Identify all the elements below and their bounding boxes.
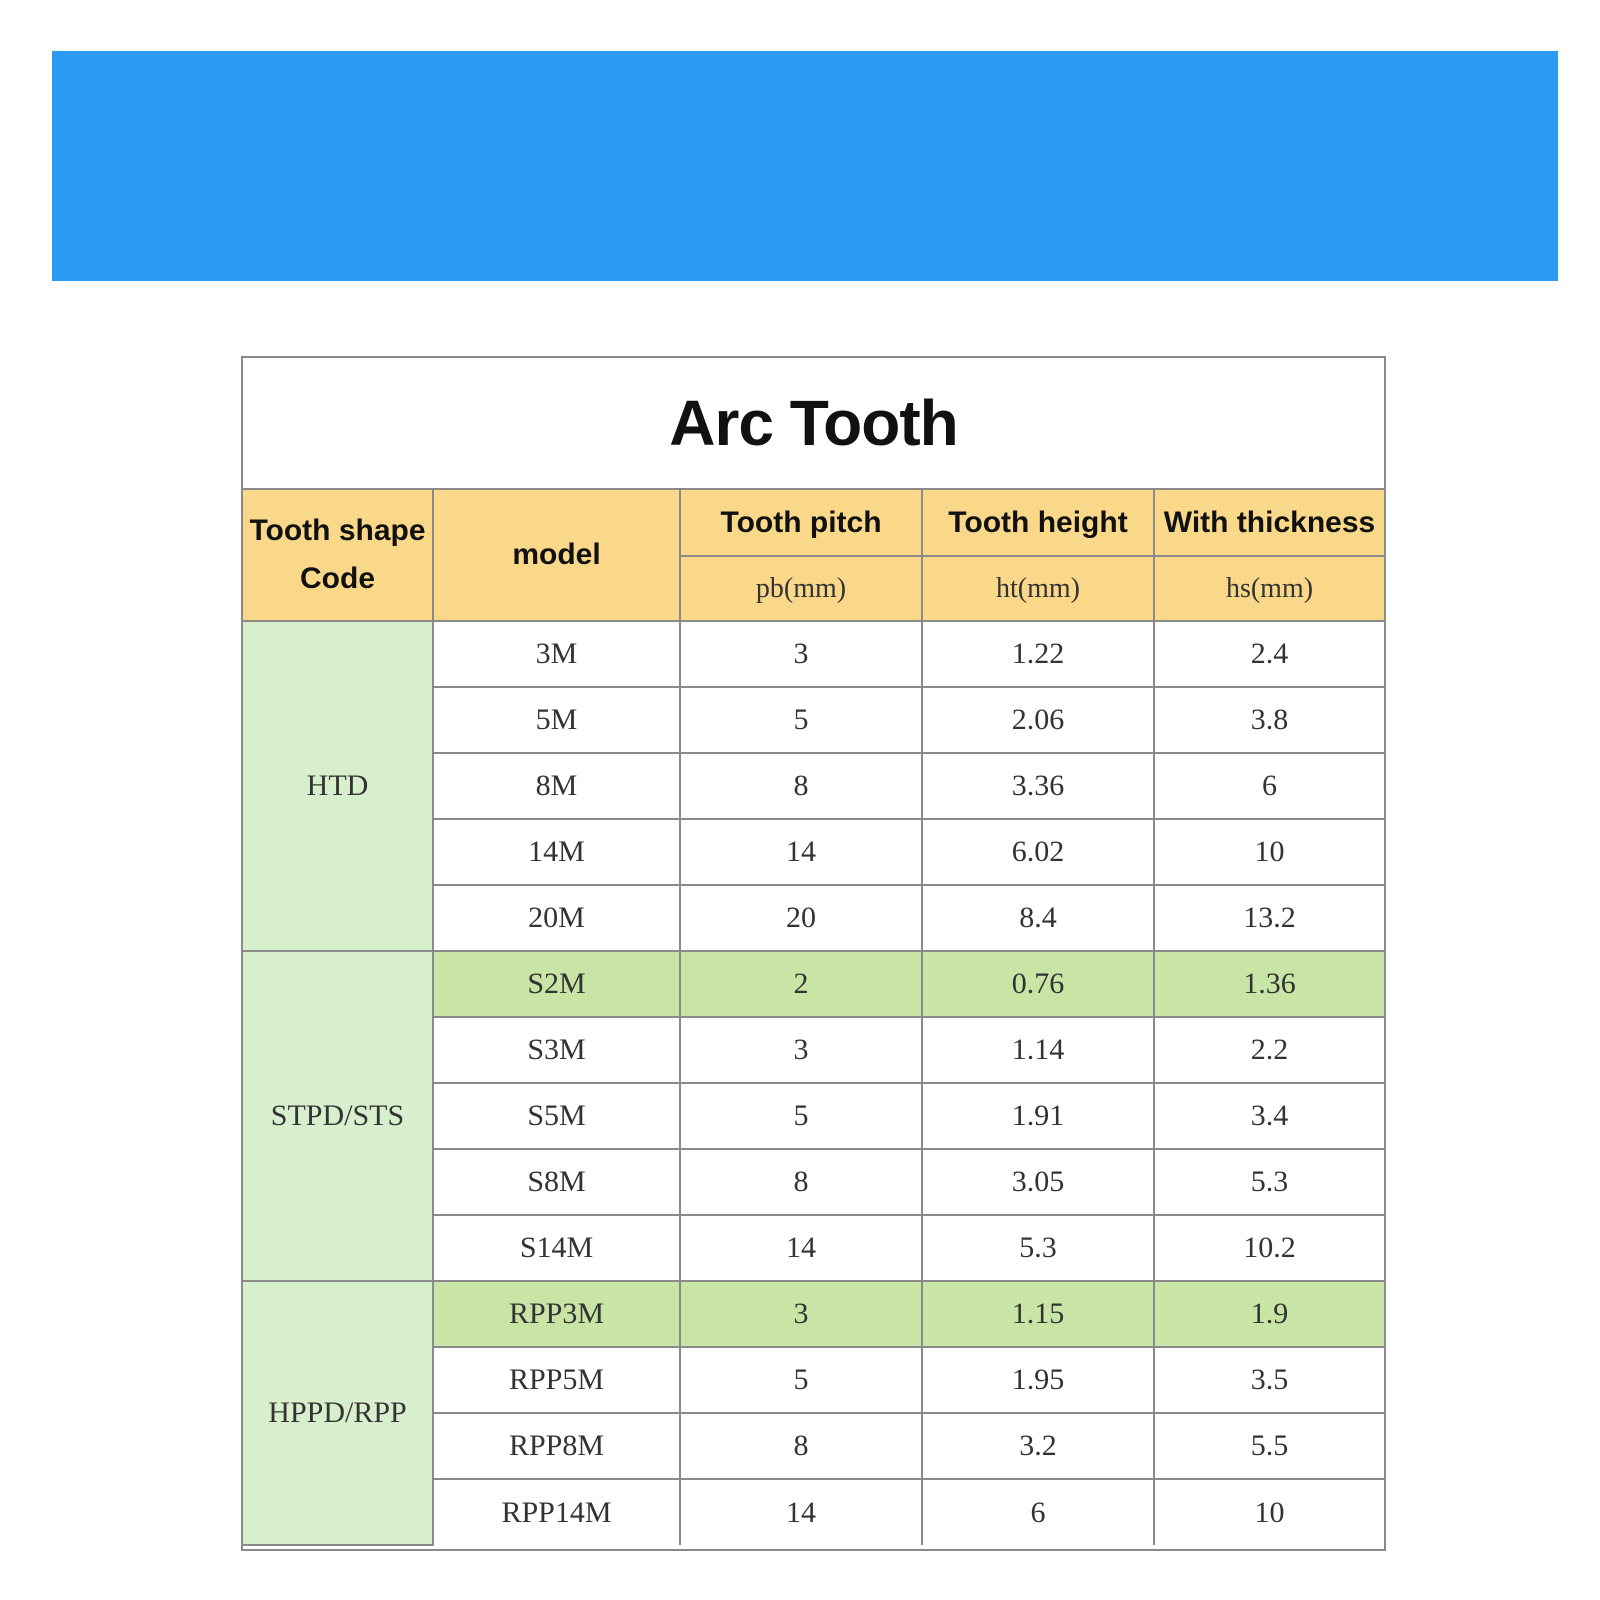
cell-pitch: 14	[680, 819, 922, 885]
top-banner	[52, 51, 1558, 281]
cell-pitch: 8	[680, 1413, 922, 1479]
cell-model: RPP5M	[433, 1347, 680, 1413]
cell-pitch: 5	[680, 1347, 922, 1413]
cell-model: 20M	[433, 885, 680, 951]
cell-model: 3M	[433, 621, 680, 687]
header-code-line2: Code	[300, 562, 375, 595]
table-row	[243, 1281, 1384, 1347]
cell-model: 8M	[433, 753, 680, 819]
header-tooth-pitch: Tooth pitch	[680, 490, 922, 556]
cell-pitch: 5	[680, 1083, 922, 1149]
cell-model: 14M	[433, 819, 680, 885]
cell-height: 6	[922, 1479, 1154, 1545]
cell-thickness: 5.5	[1154, 1413, 1384, 1479]
cell-pitch: 5	[680, 687, 922, 753]
cell-pitch: 3	[680, 1017, 922, 1083]
cell-thickness: 1.9	[1154, 1281, 1384, 1347]
cell-pitch: 20	[680, 885, 922, 951]
table-row	[243, 951, 1384, 1017]
cell-thickness: 6	[1154, 753, 1384, 819]
cell-model: S8M	[433, 1149, 680, 1215]
cell-height: 8.4	[922, 885, 1154, 951]
table-title: Arc Tooth	[243, 358, 1384, 490]
cell-model: 5M	[433, 687, 680, 753]
cell-model: RPP8M	[433, 1413, 680, 1479]
cell-model: RPP14M	[433, 1479, 680, 1545]
cell-pitch: 14	[680, 1479, 922, 1545]
cell-pitch: 3	[680, 1281, 922, 1347]
table-row	[243, 621, 1384, 687]
cell-thickness: 2.2	[1154, 1017, 1384, 1083]
cell-model: S3M	[433, 1017, 680, 1083]
header-thickness-unit: hs(mm)	[1154, 556, 1384, 621]
cell-model: S2M	[433, 951, 680, 1017]
cell-pitch: 14	[680, 1215, 922, 1281]
cell-thickness: 13.2	[1154, 885, 1384, 951]
cell-model: S5M	[433, 1083, 680, 1149]
cell-pitch: 8	[680, 1149, 922, 1215]
spec-table-container	[241, 356, 1386, 1551]
cell-thickness: 2.4	[1154, 621, 1384, 687]
cell-pitch: 2	[680, 951, 922, 1017]
header-tooth-shape-code	[243, 490, 433, 621]
cell-height: 1.95	[922, 1347, 1154, 1413]
header-height-unit: ht(mm)	[922, 556, 1154, 621]
cell-height: 1.91	[922, 1083, 1154, 1149]
cell-thickness: 10	[1154, 1479, 1384, 1545]
cell-height: 1.14	[922, 1017, 1154, 1083]
cell-thickness: 10	[1154, 819, 1384, 885]
cell-height: 1.22	[922, 621, 1154, 687]
cell-thickness: 3.5	[1154, 1347, 1384, 1413]
header-model: model	[433, 490, 680, 621]
spec-table	[243, 490, 1384, 1546]
cell-thickness: 5.3	[1154, 1149, 1384, 1215]
cell-model: S14M	[433, 1215, 680, 1281]
cell-pitch: 3	[680, 621, 922, 687]
cell-height: 5.3	[922, 1215, 1154, 1281]
cell-model: RPP3M	[433, 1281, 680, 1347]
cell-thickness: 3.8	[1154, 687, 1384, 753]
cell-thickness: 3.4	[1154, 1083, 1384, 1149]
header-thickness: With thickness	[1154, 490, 1384, 556]
cell-height: 3.05	[922, 1149, 1154, 1215]
group-code-hppd-rpp: HPPD/RPP	[243, 1281, 433, 1545]
cell-height: 3.2	[922, 1413, 1154, 1479]
header-code-line1: Tooth shape	[249, 514, 426, 547]
cell-height: 0.76	[922, 951, 1154, 1017]
header-pitch-unit: pb(mm)	[680, 556, 922, 621]
cell-height: 1.15	[922, 1281, 1154, 1347]
header-tooth-height: Tooth height	[922, 490, 1154, 556]
cell-pitch: 8	[680, 753, 922, 819]
cell-height: 6.02	[922, 819, 1154, 885]
cell-height: 2.06	[922, 687, 1154, 753]
cell-thickness: 10.2	[1154, 1215, 1384, 1281]
cell-height: 3.36	[922, 753, 1154, 819]
cell-thickness: 1.36	[1154, 951, 1384, 1017]
group-code-stpd-sts: STPD/STS	[243, 951, 433, 1281]
group-code-htd: HTD	[243, 621, 433, 951]
